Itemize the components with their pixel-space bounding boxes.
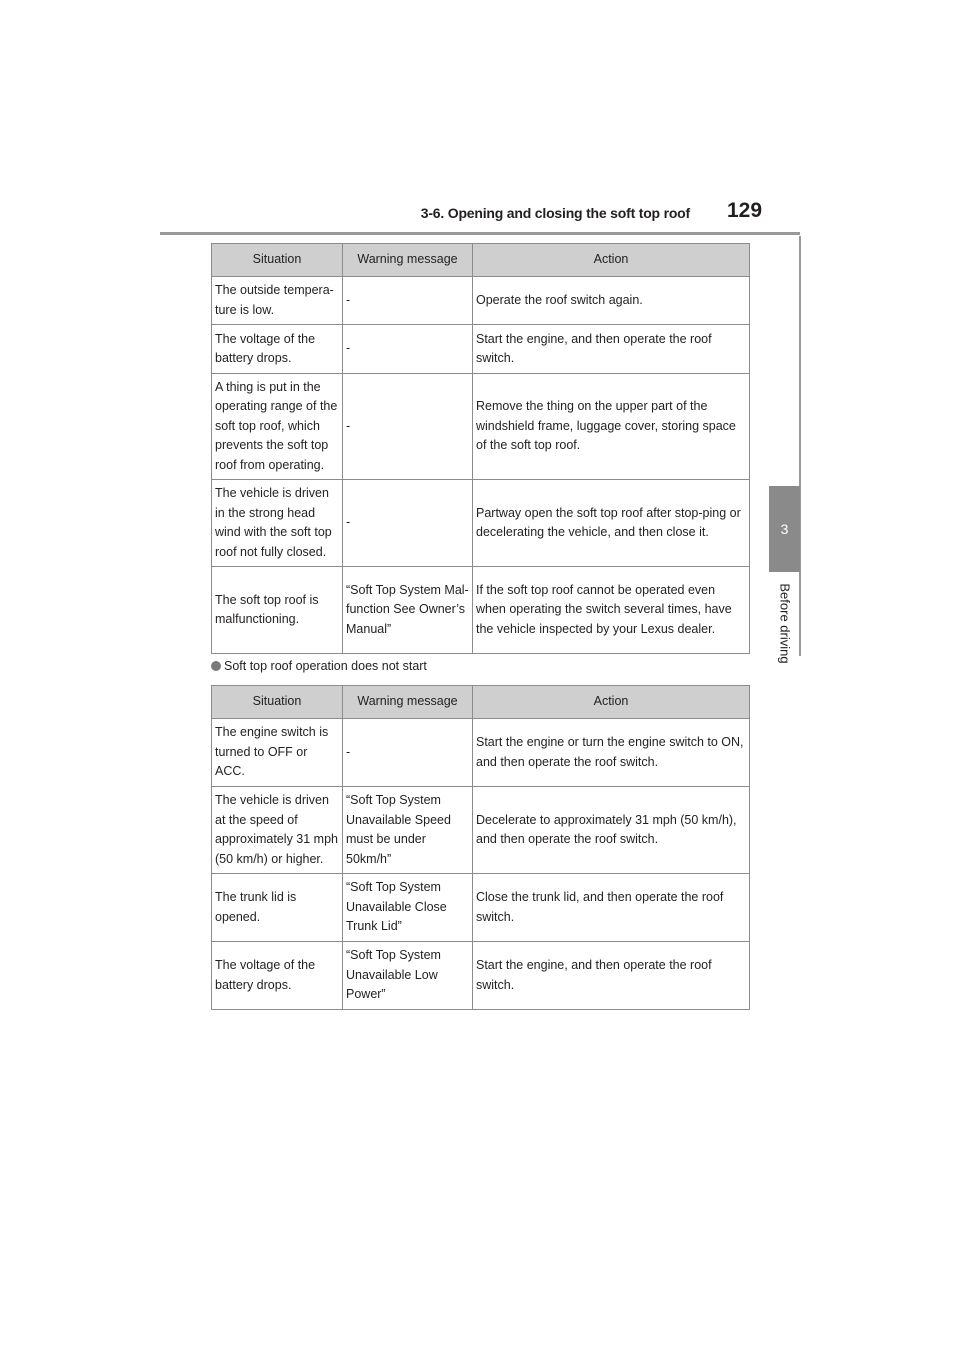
chapter-label-text: Before driving bbox=[777, 582, 793, 664]
action-cell: If the soft top roof cannot be operated even when operating the switch several times, have the vehicle inspected by your Lexus dealer. bbox=[473, 567, 750, 654]
action-cell: Start the engine, and then operate the roof switch. bbox=[473, 325, 750, 374]
column-header-action: Action bbox=[473, 244, 750, 277]
warning-cell: “Soft Top System Unavailable Close Trunk Lid” bbox=[343, 874, 473, 942]
bullet-icon bbox=[211, 661, 221, 671]
warning-cell: “Soft Top System Unavailable Speed must be under 50km/h” bbox=[343, 787, 473, 874]
action-cell: Start the engine, and then operate the roof switch. bbox=[473, 942, 750, 1010]
action-cell: Start the engine or turn the engine switch to ON, and then operate the roof switch. bbox=[473, 719, 750, 787]
chapter-label bbox=[765, 578, 805, 668]
warning-cell: “Soft Top System Unavailable Low Power” bbox=[343, 942, 473, 1010]
section-heading-text: Soft top roof operation does not start bbox=[224, 659, 427, 673]
situation-cell: The trunk lid is opened. bbox=[212, 874, 343, 942]
situation-cell: A thing is put in the operating range of the soft top roof, which prevents the soft top roof from operating. bbox=[212, 374, 343, 480]
warning-table-1 bbox=[211, 243, 750, 654]
table-row bbox=[212, 325, 750, 374]
warning-cell: - bbox=[343, 325, 473, 374]
warning-cell: - bbox=[343, 719, 473, 787]
action-cell: Partway open the soft top roof after stop-ping or decelerating the vehicle, and then close it. bbox=[473, 480, 750, 567]
table-header-row bbox=[212, 244, 750, 277]
warning-cell: “Soft Top System Mal-function See Owner’s Manual” bbox=[343, 567, 473, 654]
warning-table-2 bbox=[211, 685, 750, 1010]
situation-cell: The vehicle is driven at the speed of approximately 31 mph (50 km/h) or higher. bbox=[212, 787, 343, 874]
table-header-row bbox=[212, 686, 750, 719]
warning-cell: - bbox=[343, 480, 473, 567]
section-heading bbox=[211, 659, 427, 673]
situation-cell: The soft top roof is malfunctioning. bbox=[212, 567, 343, 654]
warning-cell: - bbox=[343, 374, 473, 480]
table-row bbox=[212, 874, 750, 942]
chapter-tab: 3 bbox=[769, 486, 800, 572]
action-cell: Decelerate to approximately 31 mph (50 km/h), and then operate the roof switch. bbox=[473, 787, 750, 874]
header-rule bbox=[160, 232, 800, 235]
warning-cell: - bbox=[343, 277, 473, 325]
table-row bbox=[212, 942, 750, 1010]
column-header-warning: Warning message bbox=[343, 686, 473, 719]
action-cell: Operate the roof switch again. bbox=[473, 277, 750, 325]
situation-cell: The outside tempera-ture is low. bbox=[212, 277, 343, 325]
action-cell: Close the trunk lid, and then operate the roof switch. bbox=[473, 874, 750, 942]
column-header-situation: Situation bbox=[212, 686, 343, 719]
situation-cell: The vehicle is driven in the strong head wind with the soft top roof not fully closed. bbox=[212, 480, 343, 567]
situation-cell: The voltage of the battery drops. bbox=[212, 325, 343, 374]
column-header-action: Action bbox=[473, 686, 750, 719]
section-title: 3-6. Opening and closing the soft top roof bbox=[420, 205, 690, 221]
table-row bbox=[212, 719, 750, 787]
page-number: 129 bbox=[727, 199, 763, 222]
situation-cell: The engine switch is turned to OFF or ACC. bbox=[212, 719, 343, 787]
table-row bbox=[212, 567, 750, 654]
action-cell: Remove the thing on the upper part of the windshield frame, luggage cover, storing space of the soft top roof. bbox=[473, 374, 750, 480]
table-row bbox=[212, 787, 750, 874]
table-row bbox=[212, 480, 750, 567]
column-header-warning: Warning message bbox=[343, 244, 473, 277]
table-row bbox=[212, 374, 750, 480]
situation-cell: The voltage of the battery drops. bbox=[212, 942, 343, 1010]
table-row bbox=[212, 277, 750, 325]
column-header-situation: Situation bbox=[212, 244, 343, 277]
